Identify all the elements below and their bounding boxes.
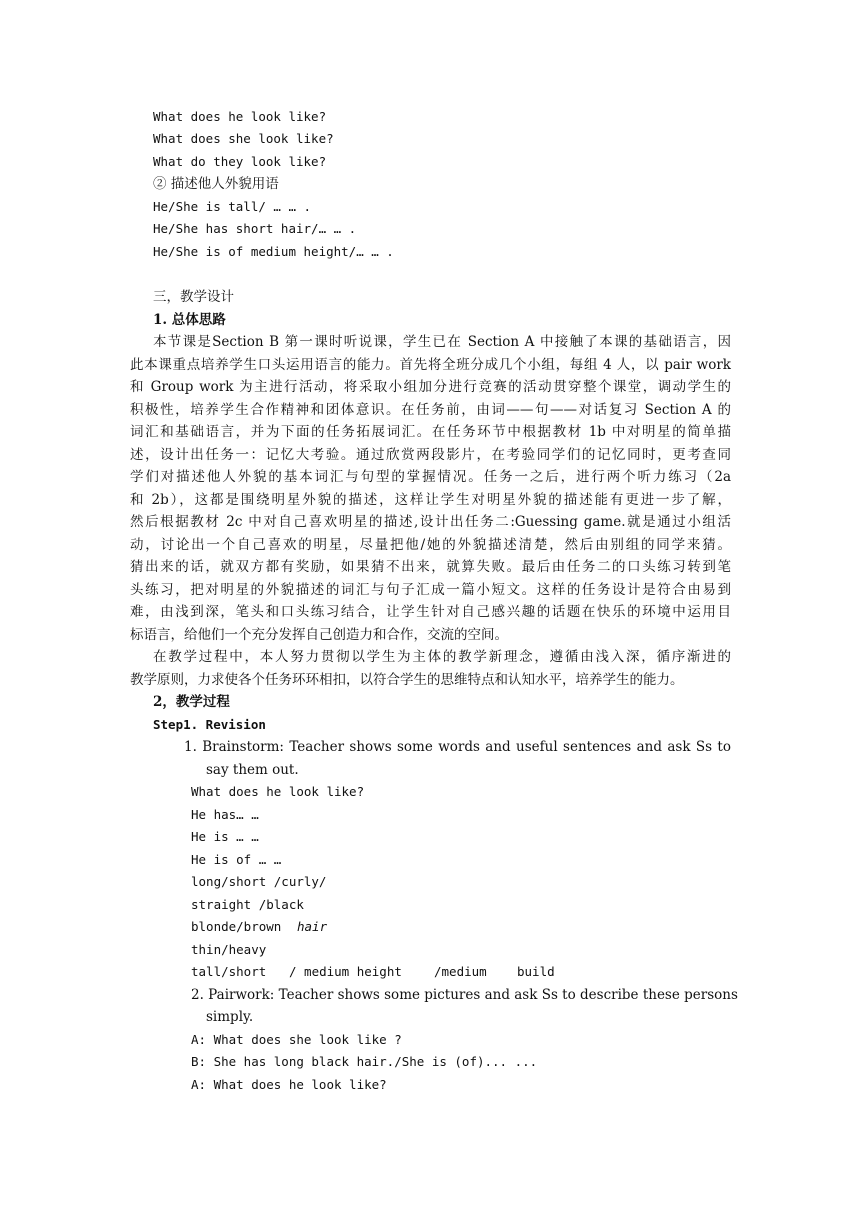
subsection-heading: 2，教学过程 bbox=[153, 694, 230, 710]
paragraph-line: 头练习，把对明星的外貌描述的词汇与句子汇成一篇小短文。这样的任务设计是符合由易到 bbox=[130, 582, 731, 598]
brainstorm-item: He is of … … bbox=[191, 852, 282, 867]
tall-row-item: / medium height bbox=[289, 964, 402, 979]
brainstorm-line: 1. Brainstorm: Teacher shows some words and useful sentences and ask Ss to bbox=[184, 739, 731, 755]
appearance-phrase: He/She is tall/ … … . bbox=[153, 199, 312, 214]
tall-row-item: /medium bbox=[434, 964, 487, 979]
appearance-phrase: He/She is of medium height/… … . bbox=[153, 244, 394, 259]
paragraph-line: 难，由浅到深，笔头和口头练习结合，让学生针对自己感兴趣的话题在快乐的环境中运用目 bbox=[130, 604, 731, 620]
dialogue-line: A: What does he look like? bbox=[191, 1077, 387, 1092]
intro-question: What does he look like? bbox=[153, 109, 327, 124]
paragraph-line: 积极性，培养学生合作精神和团体意识。在任务前，由词——句——对话复习 Section A 的 bbox=[130, 402, 731, 418]
brainstorm-item: He is … … bbox=[191, 829, 259, 844]
dialogue-line: A: What does she look like ? bbox=[191, 1032, 402, 1047]
paragraph-line: 猜出来的话，就双方都有奖励，如果猜不出来，就算失败。最后由任务二的口头练习转到笔 bbox=[130, 559, 731, 575]
paragraph-line: 动，讨论出一个自己喜欢的明星，尽量把他/她的外貌描述清楚，然后由别组的同学来猜。 bbox=[130, 537, 731, 553]
intro-question: What do they look like? bbox=[153, 154, 327, 169]
paragraph-line: 此本课重点培养学生口头运用语言的能力。首先将全班分成几个小组，每组 4 人，以 pair work bbox=[130, 357, 731, 373]
hair-word: hair bbox=[297, 919, 328, 934]
tall-row-item: tall/short bbox=[191, 964, 267, 979]
paragraph-line: 和 2b），这都是围绕明星外貌的描述，这样让学生对明星外貌的描述能有更进一步了解， bbox=[130, 492, 731, 508]
appearance-heading: ② 描述他人外貌用语 bbox=[153, 176, 279, 192]
appearance-phrase: He/She has short hair/… … . bbox=[153, 221, 357, 236]
paragraph-line: 词汇和基础语言，并为下面的任务拓展词汇。在任务环节中根据教材 1b 中对明星的简单描 bbox=[130, 424, 731, 440]
brainstorm-item: What does he look like? bbox=[191, 784, 365, 799]
brainstorm-item: long/short /curly/ bbox=[191, 874, 327, 889]
paragraph-line: 教学原则，力求使各个任务环环相扣，以符合学生的思维特点和认知水平，培养学生的能力。 bbox=[130, 672, 684, 688]
dialogue-line: B: She has long black hair./She is (of)... ... bbox=[191, 1054, 538, 1069]
subsection-heading: 1. 总体思路 bbox=[153, 312, 226, 328]
paragraph-line: 述，设计出任务一：记忆大考验。通过欣赏两段影片，在考验同学们的记忆同时，更考查同 bbox=[130, 447, 731, 463]
paragraph-line: 学们对描述他人外貌的基本词汇与句型的掌握情况。任务一之后，进行两个听力练习（2a bbox=[130, 469, 731, 485]
brainstorm-line: say them out. bbox=[206, 762, 299, 778]
intro-question: What does she look like? bbox=[153, 131, 334, 146]
pairwork-line: simply. bbox=[206, 1009, 254, 1025]
paragraph-line: 和 Group work 为主进行活动，将采取小组加分进行竞赛的活动贯穿整个课堂，调动学生的 bbox=[130, 379, 731, 395]
brainstorm-item: thin/heavy bbox=[191, 942, 267, 957]
brainstorm-item: He has… … bbox=[191, 807, 259, 822]
brainstorm-item: straight /black bbox=[191, 897, 304, 912]
pairwork-line: 2. Pairwork: Teacher shows some pictures and ask Ss to describe these persons bbox=[191, 987, 738, 1003]
paragraph-line: 在教学过程中，本人努力贯彻以学生为主体的教学新理念，遵循由浅入深，循序渐进的 bbox=[153, 649, 731, 665]
step-heading: Step1. Revision bbox=[153, 717, 266, 732]
paragraph-line: 然后根据教材 2c 中对自己喜欢明星的描述,设计出任务二:Guessing game.就是通过小组活 bbox=[130, 514, 731, 530]
paragraph-line: 本节课是Section B 第一课时听说课，学生已在 Section A 中接触了本课的基础语言，因 bbox=[153, 334, 731, 350]
section-heading: 三，教学设计 bbox=[153, 289, 234, 305]
paragraph-line: 标语言，给他们一个充分发挥自己创造力和合作，交流的空间。 bbox=[130, 627, 508, 643]
tall-row-item: build bbox=[517, 964, 555, 979]
brainstorm-item: blonde/brown bbox=[191, 919, 282, 934]
